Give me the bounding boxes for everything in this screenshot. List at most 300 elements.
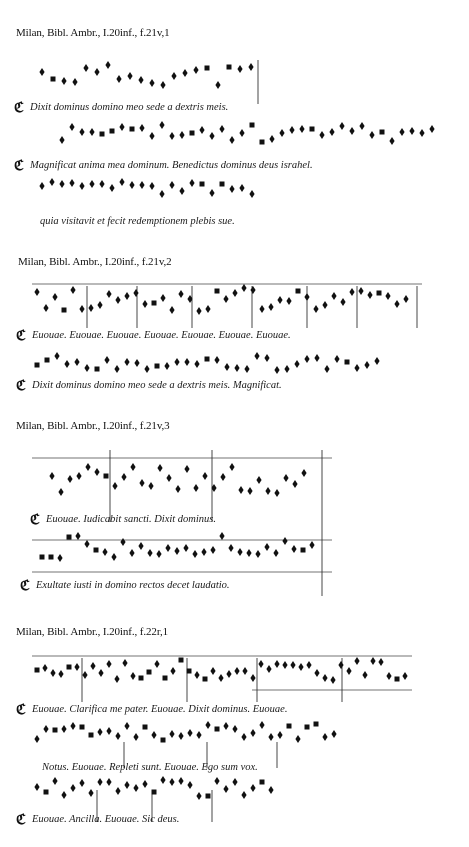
neume-note (149, 132, 154, 140)
neume-note (152, 790, 157, 795)
neume-note (138, 76, 143, 84)
neume-note (192, 550, 197, 558)
neume-note (273, 549, 278, 557)
neume-note (44, 790, 49, 795)
neume-note (313, 305, 318, 313)
neume-note (105, 61, 110, 69)
neume-note (203, 677, 208, 682)
neume-note (159, 190, 164, 198)
neume-note (157, 464, 162, 472)
neume-note (72, 78, 77, 86)
chant-text-line: Euouae. Clarifica me pater. Euouae. Dixit dominus. Euouae. (32, 704, 288, 715)
neume-note (378, 658, 383, 666)
neume-note (161, 738, 166, 743)
neume-note (90, 662, 95, 670)
neume-row (34, 721, 336, 743)
neume-note (250, 286, 255, 294)
chant-text-line: Notus. Euouae. Repleti sunt. Euouae. Ego sum vox. (42, 762, 258, 773)
neume-note (49, 472, 54, 480)
neume-note (61, 725, 66, 733)
neume-note (45, 358, 50, 363)
initial-mark: ℭ (16, 812, 26, 828)
neume-note (59, 180, 64, 188)
neume-note (100, 132, 105, 137)
neume-note (43, 725, 48, 733)
neume-note (166, 474, 171, 482)
neume-note (80, 725, 85, 730)
chant-text-line: Dixit dominus domino meo sede a dextris meis. (30, 102, 229, 113)
neume-note (250, 784, 255, 792)
neume-note (201, 548, 206, 556)
neume-note (364, 361, 369, 369)
neume-note (174, 547, 179, 555)
neume-note (259, 721, 264, 729)
chant-text-line: quia visitavit et fecit redemptionem plebis sue. (40, 216, 235, 227)
neume-note (79, 128, 84, 136)
neume-note (154, 660, 159, 668)
neume-note (219, 532, 224, 540)
neume-note (142, 780, 147, 788)
chant-text-line: Euouae. Iudicabit sancti. Dixit dominus. (46, 514, 217, 525)
neume-note (89, 180, 94, 188)
neume-note (200, 182, 205, 187)
neume-note (215, 727, 220, 732)
neume-note (210, 546, 215, 554)
neume-note (345, 360, 350, 365)
neume-note (115, 787, 120, 795)
neume-note (130, 463, 135, 471)
neume-note (82, 671, 87, 679)
neume-note (130, 672, 135, 680)
neume-note (187, 669, 192, 674)
neume-note (85, 463, 90, 471)
neume-note (187, 781, 192, 789)
neume-note (319, 131, 324, 139)
neume-note (386, 672, 391, 680)
neume-note (124, 722, 129, 730)
neume-row (34, 776, 273, 800)
neume-note (43, 304, 48, 312)
fragment-1-image (12, 52, 452, 237)
neume-note (299, 125, 304, 133)
neume-note (127, 72, 132, 80)
neume-note (148, 482, 153, 490)
neume-note (139, 479, 144, 487)
neume-note (102, 548, 107, 556)
neume-note (133, 733, 138, 741)
neume-note (324, 365, 329, 373)
neume-note (305, 725, 310, 730)
neume-note (256, 476, 261, 484)
neume-note (58, 488, 63, 496)
neume-note (110, 129, 115, 134)
neume-note (219, 125, 224, 133)
neume-note (179, 131, 184, 139)
neume-note (247, 487, 252, 495)
chant-text-line: Exultate iusti in domino rectos decet laudatio. (36, 580, 230, 591)
neume-note (54, 352, 59, 360)
neume-note (51, 77, 56, 82)
neume-note (189, 179, 194, 187)
chant-text-line: Dixit dominus domino meo sede a dextris meis. Magnificat. (32, 380, 282, 391)
neume-note (250, 123, 255, 128)
neume-note (264, 543, 269, 551)
neume-note (144, 365, 149, 373)
neume-note (306, 661, 311, 669)
neume-note (196, 792, 201, 800)
neume-note (112, 482, 117, 490)
neume-note (429, 125, 434, 133)
neume-note (209, 189, 214, 197)
neume-note (119, 178, 124, 186)
neume-note (322, 733, 327, 741)
neume-note (330, 676, 335, 684)
neume-note (104, 356, 109, 364)
neume-note (395, 677, 400, 682)
neume-note (160, 294, 165, 302)
initial-mark: ℭ (14, 100, 24, 116)
neume-note (215, 81, 220, 89)
neume-note (74, 358, 79, 366)
neume-note (169, 730, 174, 738)
neume-note (143, 725, 148, 730)
neume-note (149, 182, 154, 190)
neume-note (138, 542, 143, 550)
neume-note (147, 549, 152, 557)
neume-note (362, 671, 367, 679)
neume-note (119, 123, 124, 131)
neume-note (62, 308, 67, 313)
neume-note (163, 676, 168, 681)
neume-row (40, 532, 315, 562)
neume-note (282, 661, 287, 669)
neume-note (106, 290, 111, 298)
neume-note (70, 286, 75, 294)
chant-text-line: Magnificat anima mea dominum. Benedictus dominus deus israhel. (30, 160, 313, 171)
neume-note (171, 72, 176, 80)
neume-note (202, 472, 207, 480)
neume-note (52, 777, 57, 785)
neume-note (209, 132, 214, 140)
neume-note (151, 731, 156, 739)
figure-caption-3: Milan, Bibl. Ambr., I.20inf., f.21v,3 (16, 420, 170, 432)
neume-note (242, 667, 247, 675)
neume-note (97, 778, 102, 786)
neume-note (184, 465, 189, 473)
neume-note (265, 487, 270, 495)
neume-note (295, 735, 300, 743)
neume-note (115, 296, 120, 304)
neume-note (331, 730, 336, 738)
neume-note (99, 180, 104, 188)
neume-row (39, 61, 253, 89)
neume-note (94, 468, 99, 476)
neume-note (309, 541, 314, 549)
neume-note (304, 355, 309, 363)
neume-note (334, 355, 339, 363)
neume-note (94, 548, 99, 553)
neume-note (290, 661, 295, 669)
neume-note (232, 725, 237, 733)
neume-note (115, 732, 120, 740)
neume-note (42, 664, 47, 672)
neume-note (76, 472, 81, 480)
neume-note (193, 66, 198, 74)
neume-note (223, 785, 228, 793)
neume-note (53, 728, 58, 733)
neume-note (286, 297, 291, 305)
neume-note (111, 553, 116, 561)
neume-note (298, 663, 303, 671)
neume-note (227, 65, 232, 70)
neume-note (39, 182, 44, 190)
neume-note (114, 675, 119, 683)
neume-note (255, 550, 260, 558)
neume-note (164, 362, 169, 370)
initial-mark: ℭ (16, 328, 26, 344)
neume-note (331, 292, 336, 300)
neume-note (367, 291, 372, 299)
neume-note (229, 463, 234, 471)
neume-row (34, 284, 408, 315)
neume-note (260, 140, 265, 145)
neume-note (152, 301, 157, 306)
neume-note (129, 181, 134, 189)
neume-note (239, 129, 244, 137)
neume-note (89, 733, 94, 738)
neume-note (139, 124, 144, 132)
neume-note (199, 126, 204, 134)
neume-note (170, 667, 175, 675)
neume-note (69, 179, 74, 187)
neume-note (241, 791, 246, 799)
neume-note (218, 674, 223, 682)
neume-note (354, 657, 359, 665)
neume-note (370, 657, 375, 665)
neume-note (149, 79, 154, 87)
neume-note (322, 301, 327, 309)
neume-note (187, 729, 192, 737)
neume-note (385, 292, 390, 300)
neume-note (196, 307, 201, 315)
neume-note (175, 485, 180, 493)
neume-note (205, 305, 210, 313)
neume-note (277, 296, 282, 304)
neume-note (106, 778, 111, 786)
neume-note (98, 669, 103, 677)
neume-note (120, 538, 125, 546)
neume-note (268, 303, 273, 311)
neume-note (79, 305, 84, 313)
neume-note (346, 667, 351, 675)
neume-note (121, 473, 126, 481)
neume-note (266, 665, 271, 673)
neume-note (196, 731, 201, 739)
neume-note (289, 126, 294, 134)
neume-note (34, 735, 39, 743)
neume-note (246, 549, 251, 557)
neume-row (35, 657, 408, 684)
neume-note (84, 540, 89, 548)
neume-note (339, 122, 344, 130)
chant-text-line: Euouae. Ancilla. Euouae. Sic deus. (32, 814, 180, 825)
fragment-2-image (12, 278, 452, 403)
neume-note (124, 358, 129, 366)
neume-note (178, 777, 183, 785)
neume-note (237, 65, 242, 73)
neume-note (380, 130, 385, 135)
neume-note (402, 672, 407, 680)
neume-note (129, 549, 134, 557)
neume-note (250, 729, 255, 737)
chant-text-line: Euouae. Euouae. Euouae. Euouae. Euouae. Euouae. Euouae. (32, 330, 291, 341)
neume-note (244, 365, 249, 373)
neume-note (193, 484, 198, 492)
neume-note (109, 184, 114, 192)
neume-note (291, 545, 296, 553)
neume-note (409, 127, 414, 135)
neume-note (239, 184, 244, 192)
neume-note (283, 474, 288, 482)
neume-note (61, 77, 66, 85)
neume-note (106, 727, 111, 735)
neume-note (296, 289, 301, 294)
manuscript-fragment-2 (12, 278, 452, 403)
neume-note (374, 357, 379, 365)
neume-note (169, 132, 174, 140)
neume-note (205, 721, 210, 729)
neume-note (264, 354, 269, 362)
neume-note (106, 660, 111, 668)
neume-note (190, 131, 195, 136)
neume-note (67, 535, 72, 540)
neume-note (142, 300, 147, 308)
neume-note (224, 363, 229, 371)
neume-note (114, 365, 119, 373)
neume-note (214, 356, 219, 364)
neume-note (214, 777, 219, 785)
neume-note (67, 665, 72, 670)
neume-note (165, 544, 170, 552)
neume-note (89, 128, 94, 136)
neume-note (329, 128, 334, 136)
neume-note (75, 532, 80, 540)
neume-note (169, 181, 174, 189)
neume-note (59, 136, 64, 144)
neume-note (52, 293, 57, 301)
neume-note (229, 136, 234, 144)
neume-note (377, 291, 382, 296)
neume-note (169, 778, 174, 786)
neume-note (116, 75, 121, 83)
neume-note (274, 660, 279, 668)
neume-note (160, 776, 165, 784)
neume-note (70, 722, 75, 730)
neume-note (220, 182, 225, 187)
neume-note (268, 733, 273, 741)
neume-note (183, 544, 188, 552)
figure-caption-1: Milan, Bibl. Ambr., I.20inf., f.21v,1 (16, 27, 170, 39)
neume-note (83, 64, 88, 72)
neume-note (274, 489, 279, 497)
neume-note (223, 295, 228, 303)
neume-note (310, 127, 315, 132)
neume-note (419, 129, 424, 137)
neume-note (84, 364, 89, 372)
neume-note (248, 63, 253, 71)
neume-note (279, 129, 284, 137)
neume-note (226, 670, 231, 678)
neume-note (314, 354, 319, 362)
neume-note (182, 69, 187, 77)
neume-note (130, 127, 135, 132)
neume-note (58, 670, 63, 678)
neume-note (194, 671, 199, 679)
neume-note (389, 137, 394, 145)
neume-note (250, 674, 255, 682)
neume-note (205, 357, 210, 362)
initial-mark: ℭ (16, 702, 26, 718)
neume-row (39, 178, 254, 198)
neume-note (178, 732, 183, 740)
fragment-4-image (12, 650, 452, 835)
neume-note (34, 783, 39, 791)
neume-note (259, 305, 264, 313)
neume-note (95, 367, 100, 372)
neume-note (301, 548, 306, 553)
neume-note (94, 68, 99, 76)
neume-note (88, 304, 93, 312)
neume-note (277, 731, 282, 739)
neume-note (133, 289, 138, 297)
neume-note (220, 473, 225, 481)
neume-note (234, 667, 239, 675)
neume-note (122, 659, 127, 667)
fragment-3-image (12, 444, 452, 604)
neume-note (241, 733, 246, 741)
neume-row (59, 121, 434, 145)
neume-note (210, 667, 215, 675)
neume-note (354, 364, 359, 372)
neume-note (97, 728, 102, 736)
neume-note (399, 128, 404, 136)
neume-note (179, 658, 184, 663)
manuscript-fragment-4 (12, 650, 452, 835)
initial-mark: ℭ (20, 578, 30, 594)
neume-note (254, 352, 259, 360)
neume-note (35, 363, 40, 368)
neume-note (79, 779, 84, 787)
neume-note (139, 181, 144, 189)
neume-note (304, 293, 309, 301)
neume-note (338, 661, 343, 669)
neume-note (340, 298, 345, 306)
initial-mark: ℭ (30, 512, 40, 528)
neume-note (349, 127, 354, 135)
neume-note (403, 295, 408, 303)
neume-note (61, 791, 66, 799)
neume-row (49, 463, 306, 497)
neume-note (314, 669, 319, 677)
neume-note (292, 480, 297, 488)
initial-mark: ℭ (16, 378, 26, 394)
figure-caption-4: Milan, Bibl. Ambr., I.20inf., f.22r,1 (16, 626, 168, 638)
neume-note (178, 290, 183, 298)
neume-note (282, 537, 287, 545)
neume-note (206, 794, 211, 799)
neume-note (134, 359, 139, 367)
neume-note (284, 365, 289, 373)
